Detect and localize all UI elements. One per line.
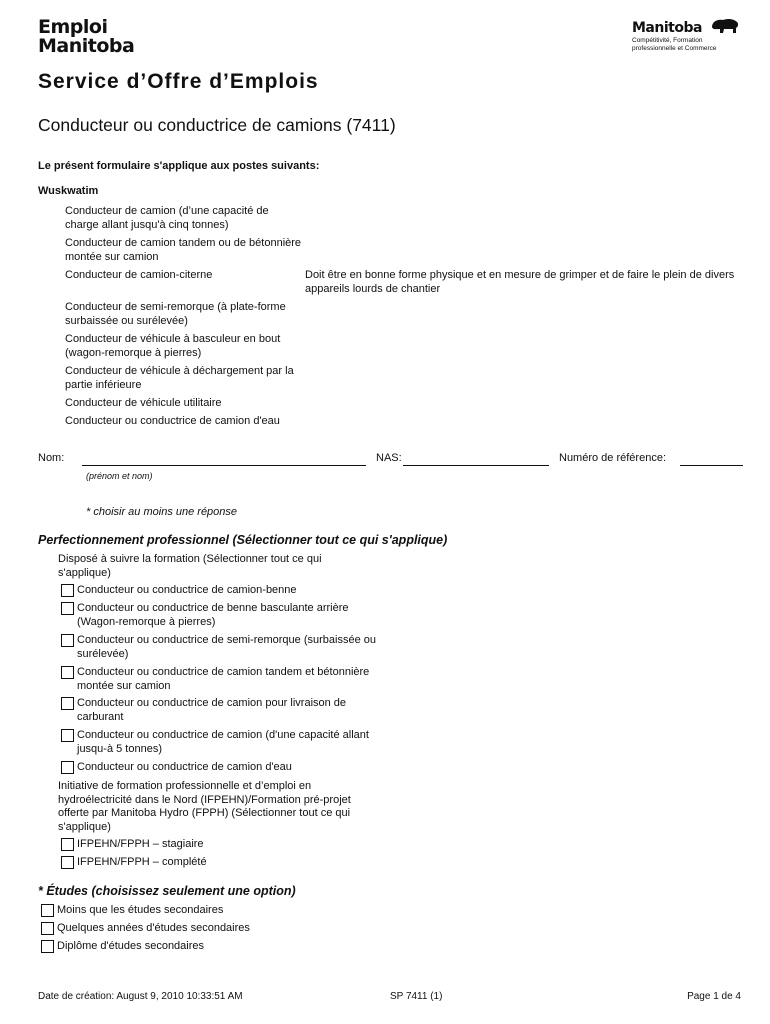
ministry-tagline-2: professionnelle et Commerce (632, 45, 717, 52)
training-option[interactable] (61, 634, 391, 661)
reference-input[interactable] (680, 465, 743, 466)
training-option-label: Conducteur ou conductrice de camion (d'une capacité allant jusqu-à 5 tonnes) (77, 729, 369, 755)
training-checkbox[interactable] (61, 666, 74, 679)
footer-form-code: SP 7411 (1) (390, 991, 443, 1002)
training-option[interactable] (61, 666, 391, 693)
job-item: Conducteur de camion tandem ou de bétonnière montée sur camion (65, 237, 302, 263)
training-option-label: Conducteur ou conductrice de camion tandem et bétonnière montée sur camion (77, 666, 370, 692)
etudes-option[interactable] (41, 922, 341, 936)
etudes-option-label: Quelques années d'études secondaires (57, 922, 250, 934)
etudes-heading: * Études (choisissez seulement une option) (38, 884, 296, 898)
footer-page-number: Page 1 de 4 (687, 991, 741, 1002)
job-item: Conducteur de camion (d’une capacité de charge allant jusqu'à cinq tonnes) (65, 205, 269, 231)
site-name: Wuskwatim (38, 185, 99, 197)
perfectionnement-heading: Perfectionnement professionnel (Sélectionner tout ce qui s'applique) (38, 533, 448, 547)
training-option-label: Conducteur ou conductrice de semi-remorque (surbaissée ou surélevée) (77, 634, 376, 660)
training-option-label: Conducteur ou conductrice de camion d'eau (77, 761, 292, 773)
training-checkbox[interactable] (61, 584, 74, 597)
etudes-checkbox[interactable] (41, 940, 54, 953)
ifpehn-option[interactable] (61, 838, 361, 852)
job-item: Conducteur ou conductrice de camion d'eau (65, 415, 280, 427)
required-note: * choisir au moins une réponse (86, 506, 238, 518)
training-option[interactable] (61, 729, 391, 756)
training-option[interactable] (61, 761, 391, 775)
training-group-label: Disposé à suivre la formation (Sélectionner tout ce qui s'applique) (58, 553, 322, 579)
reference-label: Numéro de référence: (559, 452, 666, 464)
ifpehn-group-label: Initiative de formation professionnelle et d’emploi en hydroélectricité dans le Nord (IFPEHN)/Formation pré-projet offerte par Manitoba Hydro (FPPH) (Sélectionner tout ce qui s'applique) (58, 780, 351, 833)
intro-text: Le présent formulaire s'applique aux postes suivants: (38, 160, 320, 172)
training-option-label: Conducteur ou conductrice de camion-benne (77, 584, 297, 596)
training-checkbox[interactable] (61, 761, 74, 774)
training-checkbox[interactable] (61, 729, 74, 742)
nas-input[interactable] (403, 465, 549, 466)
job-item: Conducteur de véhicule utilitaire (65, 397, 222, 409)
job-list (65, 204, 305, 432)
nom-label: Nom: (38, 452, 65, 464)
training-option[interactable] (61, 697, 391, 724)
etudes-option-label: Diplôme d'études secondaires (57, 940, 205, 952)
bison-icon (710, 17, 740, 35)
training-option[interactable] (61, 584, 391, 598)
ifpehn-checkbox[interactable] (61, 838, 74, 851)
manitoba-government-logo (632, 20, 740, 52)
ifpehn-option[interactable] (61, 856, 361, 870)
page-title: Service d’Offre d’Emplois (38, 70, 319, 93)
ministry-tagline-1: Compétitivité, Formation (632, 37, 703, 44)
etudes-option-label: Moins que les études secondaires (57, 904, 224, 916)
etudes-checkbox[interactable] (41, 904, 54, 917)
etudes-checkbox[interactable] (41, 922, 54, 935)
ifpehn-checkbox[interactable] (61, 856, 74, 869)
logo-line-1: Emploi (38, 16, 108, 38)
job-item: Conducteur de véhicule à déchargement par la partie inférieure (65, 365, 294, 391)
ifpehn-option-label: IFPEHN/FPPH – stagiaire (77, 838, 204, 850)
etudes-option[interactable] (41, 904, 341, 918)
logo-line-2: Manitoba (38, 35, 135, 57)
training-option-label: Conducteur ou conductrice de camion pour livraison de carburant (77, 697, 347, 723)
ifpehn-option-label: IFPEHN/FPPH – complété (77, 856, 207, 868)
training-checkbox[interactable] (61, 602, 74, 615)
training-option-label: Conducteur ou conductrice de benne basculante arrière (Wagon-remorque à pierres) (77, 602, 349, 628)
etudes-option[interactable] (41, 940, 341, 954)
nas-label: NAS: (376, 452, 402, 464)
job-item: Conducteur de camion-citerne (65, 269, 213, 281)
emploi-manitoba-logo (38, 18, 134, 56)
job-item: Conducteur de véhicule à basculeur en bout (wagon-remorque à pierres) (65, 333, 281, 359)
training-option[interactable] (61, 602, 391, 629)
training-checkbox[interactable] (61, 697, 74, 710)
footer-created: Date de création: August 9, 2010 10:33:51 AM (38, 991, 243, 1002)
nom-hint: (prénom et nom) (86, 471, 153, 481)
page-subtitle: Conducteur ou conductrice de camions (7411) (38, 115, 396, 135)
training-checkbox[interactable] (61, 634, 74, 647)
job-item: Conducteur de semi-remorque (à plate-forme surbaissée ou surélevée) (65, 301, 286, 327)
job-requirement: Doit être en bonne forme physique et en mesure de grimper et de faire le plein de divers appareils lourds de chantier (305, 269, 735, 295)
nom-input[interactable] (82, 465, 366, 466)
manitoba-wordmark: Manitoba (632, 20, 702, 36)
